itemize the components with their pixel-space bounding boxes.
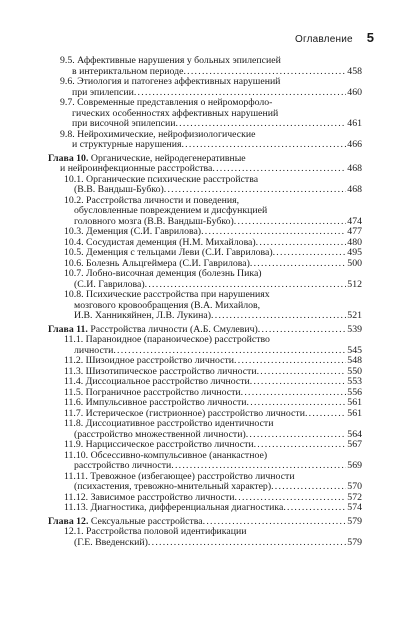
toc-page-number: 574 bbox=[347, 502, 362, 513]
page-number: 5 bbox=[366, 30, 374, 45]
toc-page-number: 548 bbox=[347, 355, 362, 366]
toc-entry-line: мозгового кровообращения (В.А. Михайлов, bbox=[74, 299, 261, 311]
toc-page-number: 570 bbox=[347, 481, 362, 492]
toc-entry-line: 11.1. Параноидное (параноическое) расстройство bbox=[64, 334, 270, 345]
toc-entry-line: при височной эпилепсии bbox=[72, 118, 176, 129]
toc-page-number: 468 bbox=[347, 184, 362, 195]
toc-entry-line: 9.6. Этиология и патогенез аффективных нарушений bbox=[60, 76, 281, 87]
toc-entry-line: головного мозга (В.В. Вандыш-Бубко) bbox=[74, 215, 234, 227]
toc-entry-line: 9.5. Аффективные нарушения у больных эпилепсией bbox=[60, 55, 281, 66]
toc-page-number: 512 bbox=[347, 278, 362, 290]
toc-entry-line: 10.7. Лобно-височная деменция (болезнь Пика) bbox=[64, 268, 262, 279]
dot-leader bbox=[258, 325, 347, 336]
toc-entry-line: (расстройство множественной личности) bbox=[74, 428, 246, 440]
toc-page-number: 550 bbox=[347, 365, 362, 377]
toc-entry-line: 11.5. Пограничное расстройство личности bbox=[64, 386, 241, 398]
toc-page-number: 468 bbox=[347, 163, 362, 174]
toc-section-entry[interactable] bbox=[48, 472, 362, 493]
toc-entry-line: И.В. Ханникяйнен, Л.В. Лукина) bbox=[74, 310, 212, 321]
toc-page-number: 561 bbox=[347, 407, 362, 419]
toc-entry-line: Органические, нейродегенеративные bbox=[88, 152, 246, 164]
dot-leader bbox=[250, 377, 347, 388]
toc-page-number: 553 bbox=[347, 376, 362, 387]
toc-page-number: 474 bbox=[347, 215, 362, 227]
toc-section-entry[interactable] bbox=[48, 503, 362, 514]
dot-leader bbox=[254, 440, 347, 451]
toc-page-number: 466 bbox=[347, 139, 362, 150]
toc-entry-line: в интериктальном периоде bbox=[72, 65, 184, 77]
toc-section-entry[interactable] bbox=[48, 419, 362, 440]
toc-section-entry[interactable] bbox=[48, 527, 362, 548]
toc-section-entry[interactable] bbox=[48, 56, 362, 77]
toc-section-entry[interactable] bbox=[48, 290, 362, 322]
toc-page-number: 458 bbox=[347, 65, 362, 77]
toc-page-number: 521 bbox=[347, 310, 362, 321]
toc-entry-line: 11.12. Зависимое расстройство личности bbox=[64, 491, 235, 503]
toc-entry-line: (психастения, тревожно-мнительный характер) bbox=[74, 481, 272, 492]
toc-entry-line: 12.1. Расстройства половой идентификации bbox=[64, 526, 247, 537]
chapter-label: Глава 12. bbox=[48, 515, 89, 527]
dot-leader bbox=[246, 430, 347, 441]
toc-page-number: 545 bbox=[347, 344, 362, 356]
toc-entry-line: 11.7. Истерическое (гистрионное) расстройство личности bbox=[64, 407, 305, 419]
dot-leader bbox=[241, 388, 347, 399]
toc-page-number: 500 bbox=[347, 257, 362, 269]
toc-entry-line: 11.6. Импульсивное расстройство личности bbox=[64, 397, 247, 408]
table-of-contents bbox=[48, 56, 362, 548]
chapter-label: Глава 10. bbox=[48, 152, 89, 164]
toc-entry-line: Сексуальные расстройства bbox=[88, 515, 203, 527]
toc-entry-line: 10.1. Органические психические расстройства bbox=[64, 173, 259, 185]
toc-section-entry[interactable] bbox=[48, 451, 362, 472]
toc-entry-line: (С.И. Гаврилова) bbox=[74, 278, 145, 290]
dot-leader bbox=[211, 311, 346, 322]
toc-entry-line: и структурные нарушения bbox=[72, 139, 182, 150]
dot-leader bbox=[234, 217, 347, 228]
dot-leader bbox=[271, 482, 346, 493]
toc-page-number: 572 bbox=[347, 491, 362, 503]
toc-page-number: 564 bbox=[347, 428, 362, 440]
toc-entry-line: (В.В. Вандыш-Бубко) bbox=[74, 184, 164, 195]
toc-entry-line: 11.9. Нарциссическое расстройство личности bbox=[64, 439, 254, 450]
toc-section-entry[interactable] bbox=[48, 175, 362, 196]
toc-page-number: 539 bbox=[347, 323, 362, 335]
toc-entry-line: 10.4. Сосудистая деменция (Н.М. Михайлова) bbox=[64, 236, 256, 248]
toc-page-number: 561 bbox=[347, 397, 362, 408]
toc-entry-line: 10.5. Деменция с тельцами Леви (С.И. Гаврилова) bbox=[64, 247, 273, 258]
toc-entry-line: 10.3. Деменция (С.И. Гаврилова) bbox=[64, 226, 202, 237]
dot-leader bbox=[250, 259, 346, 270]
toc-page-number: 579 bbox=[347, 536, 362, 548]
dot-leader bbox=[305, 409, 346, 420]
toc-entry-line: личности bbox=[74, 344, 114, 356]
toc-entry-line: 9.7. Современные представления о нейроморфоло- bbox=[60, 97, 273, 108]
toc-entry-line: 11.2. Шизоидное расстройство личности bbox=[64, 355, 235, 366]
toc-page-number: 556 bbox=[347, 386, 362, 398]
toc-entry-text bbox=[74, 538, 148, 549]
toc-entry-line: 9.8. Нейрохимические, нейрофизиологические bbox=[60, 128, 256, 140]
chapter-label: Глава 11. bbox=[48, 323, 88, 335]
page-header bbox=[295, 30, 374, 45]
toc-page-number: 477 bbox=[347, 226, 362, 237]
toc-entry-line: 11.10. Обсессивно-компульсивное (ананкастное) bbox=[64, 449, 268, 461]
toc-entry-line: 11.13. Диагностика, дифференциальная диагностика bbox=[64, 502, 284, 513]
toc-entry-text bbox=[74, 311, 211, 322]
toc-page-number: 460 bbox=[347, 86, 362, 98]
dot-leader bbox=[257, 367, 347, 378]
toc-page-number: 461 bbox=[347, 118, 362, 129]
toc-section-entry[interactable] bbox=[48, 269, 362, 290]
toc-entry-line: 11.11. Тревожное (избегающее) расстройство личности bbox=[64, 470, 295, 482]
toc-section-entry[interactable] bbox=[48, 335, 362, 356]
dot-leader bbox=[283, 503, 346, 514]
toc-entry-line: 10.6. Болезнь Альцгеймера (С.И. Гаврилова) bbox=[64, 257, 250, 269]
toc-entry-line: гических особенностях аффективных нарушений bbox=[72, 107, 279, 119]
toc-page-number: 569 bbox=[347, 460, 362, 471]
toc-entry-line: и нейроинфекционные расстройства bbox=[60, 163, 213, 174]
toc-entry-text bbox=[72, 140, 181, 151]
toc-entry-line: 10.8. Психические расстройства при нарушениях bbox=[64, 289, 270, 300]
toc-entry-line: 11.4. Диссоциальное расстройство личности bbox=[64, 376, 250, 387]
toc-section-entry[interactable] bbox=[48, 77, 362, 98]
dot-leader bbox=[181, 140, 346, 151]
toc-entry-line: 10.2. Расстройства личности и поведения, bbox=[64, 194, 240, 206]
running-header-title: Оглавление bbox=[295, 34, 353, 45]
toc-entry-line: обусловленные повреждением и дисфункцией bbox=[74, 205, 268, 216]
toc-section-entry[interactable] bbox=[48, 98, 362, 130]
toc-page-number: 480 bbox=[347, 236, 362, 248]
dot-leader bbox=[148, 538, 346, 549]
toc-entry-text bbox=[64, 503, 283, 514]
toc-entry-line: (Г.Е. Введенский) bbox=[74, 536, 148, 548]
toc-page-number: 579 bbox=[347, 515, 362, 527]
toc-page-number: 567 bbox=[347, 439, 362, 450]
toc-page-number: 495 bbox=[347, 247, 362, 258]
toc-entry-line: Расстройства личности (А.Б. Смулевич) bbox=[87, 323, 258, 335]
toc-entry-line: 11.3. Шизотипическое расстройство личности bbox=[64, 365, 257, 377]
dot-leader bbox=[273, 248, 347, 259]
toc-chapter-entry[interactable] bbox=[48, 154, 362, 175]
toc-section-entry[interactable] bbox=[48, 196, 362, 228]
toc-entry-line: 11.8. Диссоциативное расстройство идентичности bbox=[64, 418, 274, 429]
toc-section-entry[interactable] bbox=[48, 130, 362, 151]
toc-entry-line: при эпилепсии bbox=[72, 86, 134, 98]
toc-entry-line: расстройство личности bbox=[74, 460, 172, 471]
